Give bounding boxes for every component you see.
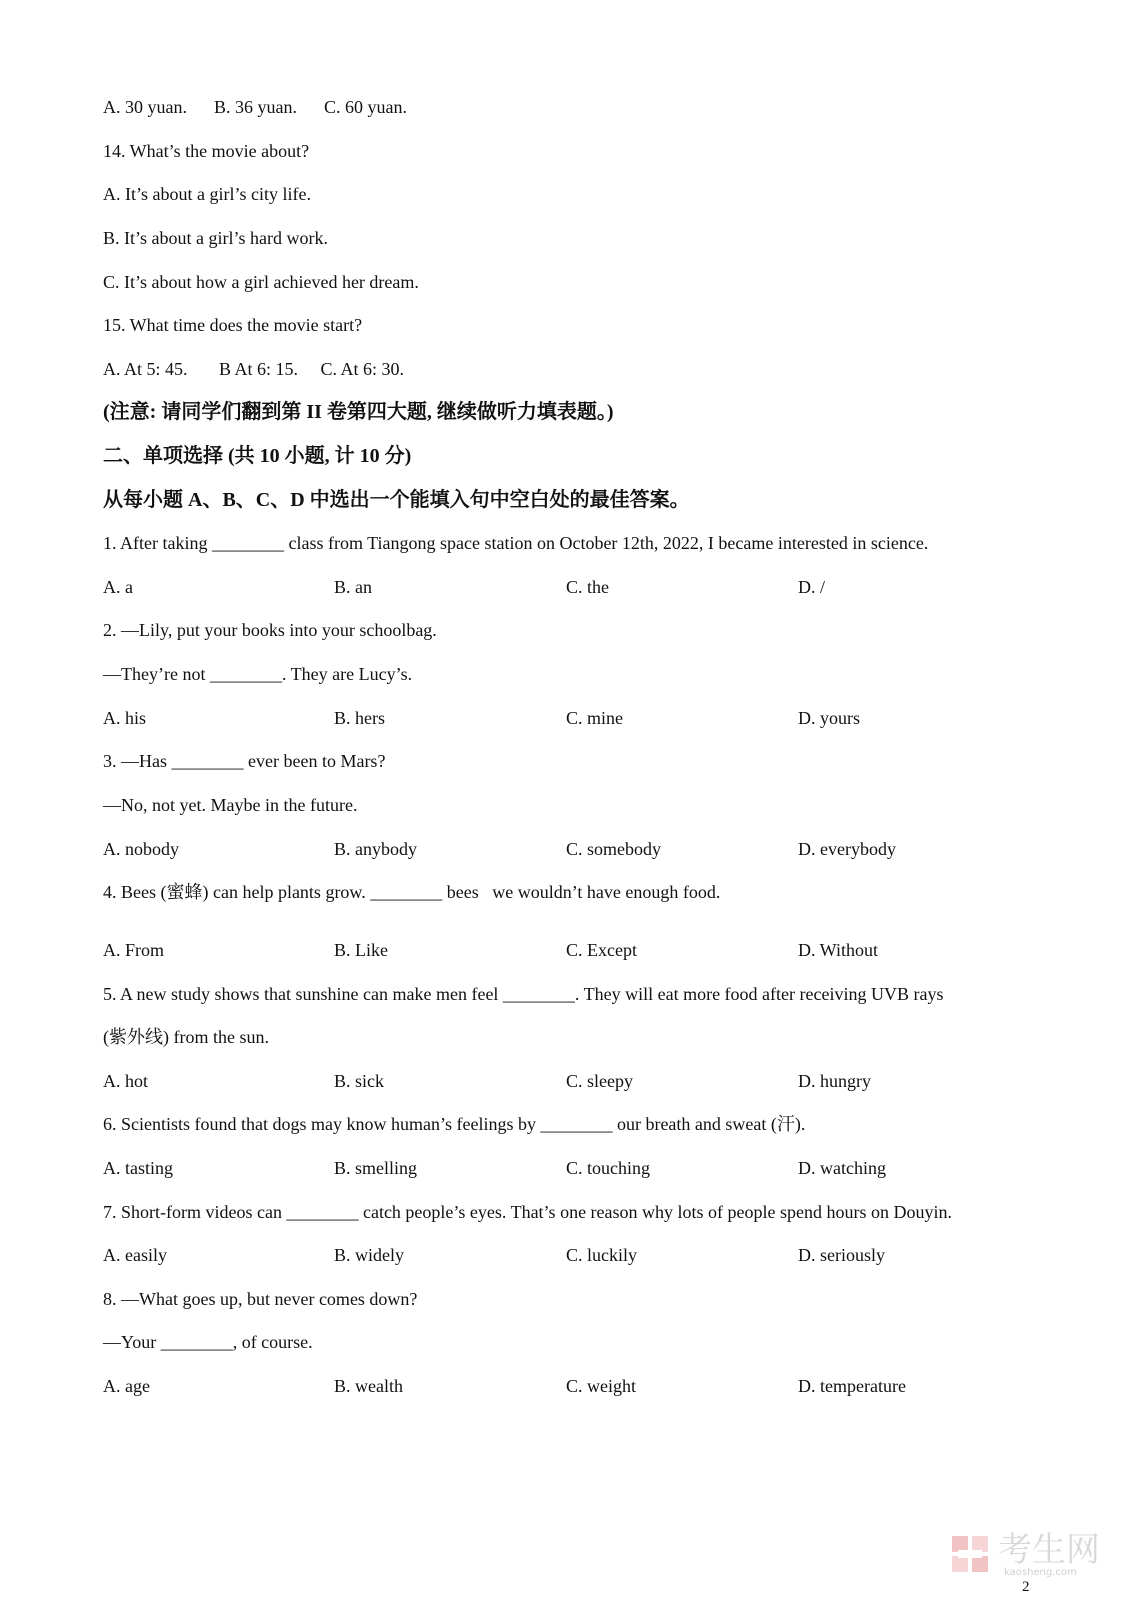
option-a: A. his [103, 708, 147, 728]
question-5-line-2: (紫外线) from the sun. [103, 1027, 269, 1047]
question-2-line-1: 2. —Lily, put your books into your schoolbag. [103, 620, 437, 640]
option-c: C. weight [566, 1376, 636, 1396]
option-d: D. / [798, 577, 825, 597]
option-c: C. mine [566, 708, 623, 728]
question-1: 1. After taking ________ class from Tiangong space station on October 12th, 2022, I became interested in science. [103, 533, 929, 553]
option-b: B. Like [334, 940, 388, 960]
option-a: A. a [103, 577, 133, 597]
watermark-name: 考生网 [998, 1530, 1100, 1570]
option-c: C. the [566, 577, 609, 597]
option-b: B. wealth [334, 1376, 403, 1396]
option-b: B. sick [334, 1071, 385, 1091]
option-b: B. smelling [334, 1158, 418, 1178]
question-8-line-1: 8. —What goes up, but never comes down? [103, 1289, 418, 1309]
option-c: C. Except [566, 940, 637, 960]
option-a: A. hot [103, 1071, 148, 1091]
option-a: A. nobody [103, 839, 179, 859]
question-14-option-c: C. It’s about how a girl achieved her dream. [103, 272, 419, 292]
page-number: 2 [1022, 1579, 1030, 1595]
question-5-line-1: 5. A new study shows that sunshine can make men feel ________. They will eat more food after receiving UVB rays [103, 984, 944, 1004]
question-14-option-b: B. It’s about a girl’s hard work. [103, 228, 328, 248]
watermark-logo [948, 1530, 1118, 1580]
question-15-options: A. At 5: 45. B At 6: 15. C. At 6: 30. [103, 359, 405, 379]
option-d: D. seriously [798, 1245, 885, 1265]
option-d: D. hungry [798, 1071, 871, 1091]
section-2-heading: 二、单项选择 (共 10 小题, 计 10 分) [103, 445, 412, 467]
option-a: A. tasting [103, 1158, 173, 1178]
question-7: 7. Short-form videos can ________ catch people’s eyes. That’s one reason why lots of people spend hours on Douyin. [103, 1202, 953, 1222]
section-2-instruction: 从每小题 A、B、C、D 中选出一个能填入句中空白处的最佳答案。 [103, 489, 690, 511]
option-c: C. luckily [566, 1245, 637, 1265]
question-2-line-2: —They’re not ________. They are Lucy’s. [103, 664, 413, 684]
option-d: D. watching [798, 1158, 886, 1178]
option-c: C. touching [566, 1158, 650, 1178]
option-b: B. widely [334, 1245, 404, 1265]
option-d: D. everybody [798, 839, 896, 859]
option-d: D. Without [798, 940, 878, 960]
option-d: D. yours [798, 708, 860, 728]
question-3-line-1: 3. —Has ________ ever been to Mars? [103, 751, 386, 771]
watermark-mark-icon [948, 1532, 992, 1576]
option-d: D. temperature [798, 1376, 906, 1396]
option-a: A. easily [103, 1245, 167, 1265]
question-3-line-2: —No, not yet. Maybe in the future. [103, 795, 358, 815]
option-c: C. sleepy [566, 1071, 633, 1091]
line-13-options: A. 30 yuan. B. 36 yuan. C. 60 yuan. [103, 97, 407, 117]
question-6: 6. Scientists found that dogs may know human’s feelings by ________ our breath and sweat (汗). [103, 1114, 806, 1134]
option-a: A. age [103, 1376, 150, 1396]
question-8-line-2: —Your ________, of course. [103, 1332, 313, 1352]
question-15: 15. What time does the movie start? [103, 315, 363, 335]
question-4: 4. Bees (蜜蜂) can help plants grow. ________ bees we wouldn’t have enough food. [103, 882, 721, 902]
listening-note: (注意: 请同学们翻到第 II 卷第四大题, 继续做听力填表题。) [103, 401, 614, 423]
question-14: 14. What’s the movie about? [103, 141, 310, 161]
option-b: B. an [334, 577, 372, 597]
option-a: A. From [103, 940, 165, 960]
question-14-option-a: A. It’s about a girl’s city life. [103, 184, 311, 204]
option-b: B. hers [334, 708, 385, 728]
option-b: B. anybody [334, 839, 417, 859]
option-c: C. somebody [566, 839, 662, 859]
watermark-url: kaosheng.com [1004, 1567, 1077, 1578]
